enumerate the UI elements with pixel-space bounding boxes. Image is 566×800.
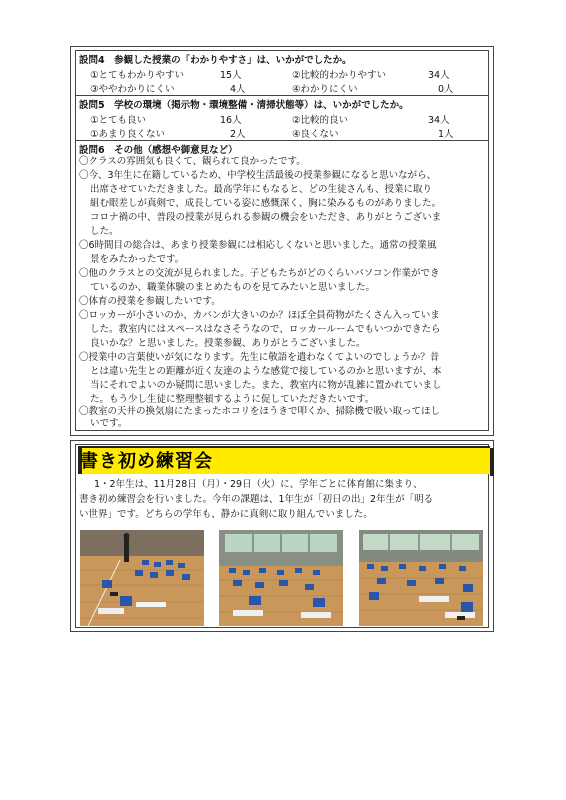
comment-line: 〇今、3年生に在籍しているため、中学校生活最後の授業参観になると思いながら、 xyxy=(79,170,437,181)
comment-line: 出席させていただきました。最高学年にもなると、どの生徒さんも、授業に取り xyxy=(90,184,433,195)
comment-line: 〇授業中の言葉使いが気になります。先生に敬語を遣わなくてよいのでしょうか？昔 xyxy=(79,352,440,363)
q4-count-4: 0人 xyxy=(438,84,454,95)
comment-line: 〇クラスの雰囲気も良くて、観られて良かったです。 xyxy=(79,156,306,167)
comment-line: いです。 xyxy=(90,418,128,429)
comment-line: 〇教室の天井の換気扇にたまったホコリをほうきで叩くか、掃除機で吸い取ってほし xyxy=(79,406,441,417)
comment-line: とは違い先生との距離が近く友達のような感覚で接しているのかと思いますが、本 xyxy=(90,366,442,377)
q4-count-1: 15人 xyxy=(220,70,242,81)
event-body-line: 1・2年生は、11月28日（月）・29日（火）に、学年ごとに体育館に集まり、 xyxy=(94,479,423,490)
comment-line: 〇体育の授業を参観したいです。 xyxy=(79,296,221,307)
q4-count-3: 4人 xyxy=(230,84,246,95)
comment-line: コロナ禍の中、普段の授業が見られる参観の機会をいただき、ありがとうございま xyxy=(90,212,442,223)
q4-count-2: 34人 xyxy=(428,70,450,81)
comment-line: ているのか、職業体験のまとめたものを見てみたいと思いました。 xyxy=(90,282,376,293)
event-title: 書き初め練習会 xyxy=(80,451,213,472)
q5-count-4: 1人 xyxy=(438,129,454,140)
divider xyxy=(76,140,488,141)
calligraphy-photo-2 xyxy=(219,530,343,626)
comment-line: 景をみたかったです。 xyxy=(90,254,185,265)
q5-count-3: 2人 xyxy=(230,129,246,140)
comment-line: した。 xyxy=(90,226,119,237)
q5-count-1: 16人 xyxy=(220,115,242,126)
q4-option-4: ④わかりにくい xyxy=(292,84,358,95)
q4-heading: 設問4 参観した授業の「わかりやすさ」は、いかがでしたか。 xyxy=(79,55,352,66)
q5-option-2: ②比較的良い xyxy=(292,115,349,126)
calligraphy-photo-1 xyxy=(80,530,204,626)
q4-option-3: ③ややわかりにくい xyxy=(90,84,175,95)
comment-line: 〇6時間目の総合は、あまり授業参観には相応しくないと思いました。通常の授業風 xyxy=(79,240,437,251)
q4-option-1: ①とてもわかりやすい xyxy=(90,70,185,81)
q5-count-2: 34人 xyxy=(428,115,450,126)
divider xyxy=(76,95,488,96)
q5-heading: 設問5 学校の環境（掲示物・環境整備・清掃状態等）は、いかがでしたか。 xyxy=(79,100,409,111)
event-body-line: い世界」です。どちらの学年も、静かに真剣に取り組んでいました。 xyxy=(79,509,373,520)
comment-line: した。教室内にはスペースはなさそうなので、ロッカールームでもいつかできたら xyxy=(90,324,441,335)
event-body-line: 書き初め練習会を行いました。今年の課題は、1年生が「初日の出」2年生が「明る xyxy=(79,494,434,505)
comment-line: た。もう少し生徒に整理整頓するように促していただきたいです。 xyxy=(90,394,375,405)
q5-option-1: ①とても良い xyxy=(90,115,147,126)
q6-heading: 設問6 その他（感想や御意見など） xyxy=(79,145,238,156)
comment-line: 組む眼差しが真剣で、成長している姿に感慨深く、胸に染みるものがありました。 xyxy=(90,198,442,209)
q5-option-3: ①あまり良くない xyxy=(90,129,166,140)
comment-line: 〇ロッカーが小さいのか、カバンが大きいのか？ほぼ全員荷物がたくさん入っていま xyxy=(79,310,440,321)
calligraphy-photo-3 xyxy=(359,530,483,626)
q4-option-2: ②比較的わかりやすい xyxy=(292,70,387,81)
comment-line: 当にそれでよいのか疑問に思いました。また、教室内に物が乱雑に置かれていまし xyxy=(90,380,442,391)
comment-line: 良いかな？と思いました。授業参観、ありがとうございました。 xyxy=(90,338,366,349)
comment-line: 〇他のクラスとの交流が見られました。子どもたちがどのくらいパソコン作業ができ xyxy=(79,268,440,279)
q5-option-4: ④良くない xyxy=(292,129,339,140)
